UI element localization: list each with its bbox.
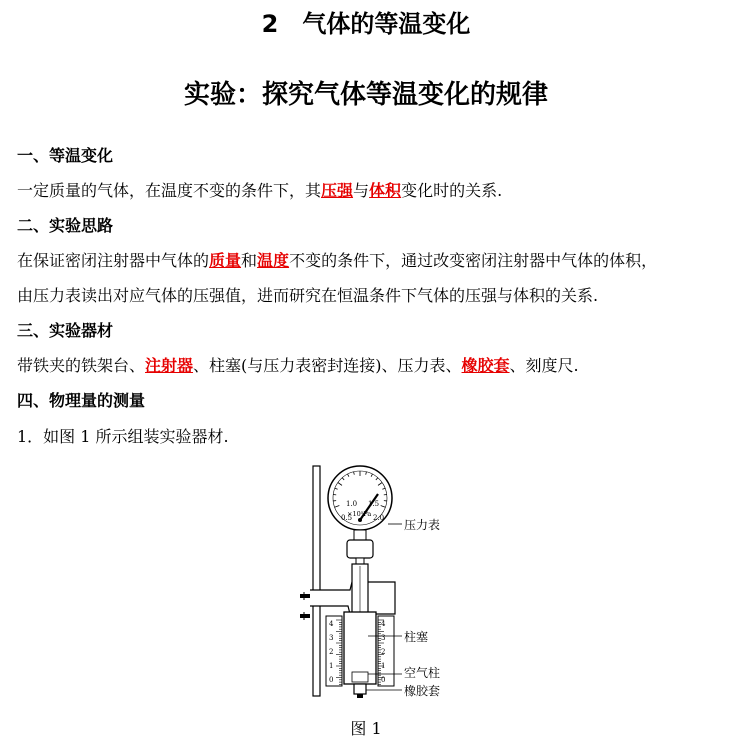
scale-tick-3-right: 3	[381, 634, 386, 642]
paragraph-isothermal-definition	[17, 178, 502, 201]
text-segment: 在保证密闭注射器中气体的	[17, 251, 210, 270]
gauge-mark-1.5: 1.5	[368, 500, 380, 508]
gauge-mark-0.5: 0.5	[341, 514, 353, 522]
text-segment: 不变的条件下，通过改变密闭注射器中气体的体积，	[289, 251, 658, 270]
text-segment: 、柱塞(与压力表密封连接)、压力表、	[193, 356, 462, 375]
keyword-volume: 体积	[369, 181, 402, 200]
scale-tick-3: 3	[329, 634, 334, 642]
clamp-screw-top	[300, 594, 310, 598]
heading-equipment: 三、实验器材	[17, 321, 114, 340]
paragraph-equipment	[17, 353, 579, 376]
clamp-screw-bottom	[300, 614, 310, 618]
scale-tick-0: 0	[329, 676, 334, 684]
apparatus-figure	[290, 462, 460, 712]
label-air-column: 空气柱	[404, 666, 441, 680]
text-segment: 带铁夹的铁架台、	[17, 356, 146, 375]
text-segment: 变化时的关系.	[401, 181, 503, 200]
heading-experiment-idea: 二、实验思路	[17, 216, 114, 235]
scale-tick-1: 1	[329, 662, 334, 670]
gauge-mark-2.0: 2.0	[373, 514, 385, 522]
experiment-title: 实验：探究气体等温变化的规律	[183, 80, 548, 110]
heading-measurement: 四、物理量的测量	[17, 391, 146, 410]
keyword-mass: 质量	[209, 251, 242, 270]
text-segment: 和	[241, 251, 258, 270]
keyword-syringe: 注射器	[145, 356, 194, 375]
list-item-step-1: 1．如图 1 所示组装实验器材.	[17, 427, 229, 446]
keyword-temperature: 温度	[257, 251, 290, 270]
scale-tick-4-right: 4	[381, 620, 386, 628]
paragraph-idea-line2: 由压力表读出对应气体的压强值，进而研究在恒温条件下气体的压强与体积的关系.	[17, 286, 599, 305]
scale-tick-2-right: 2	[381, 648, 386, 656]
label-pressure-gauge: 压力表	[404, 518, 441, 532]
label-rubber-cap: 橡胶套	[404, 684, 441, 698]
paragraph-idea-line1	[17, 248, 657, 271]
scale-tick-1-right: 1	[381, 662, 386, 670]
gauge-unit: ×10⁵Pa	[347, 510, 372, 518]
air-column	[352, 672, 368, 682]
text-segment: 一定质量的气体，在温度不变的条件下，其	[17, 181, 322, 200]
heading-isothermal-change: 一、等温变化	[17, 146, 114, 165]
keyword-rubber-cap: 橡胶套	[461, 356, 510, 375]
keyword-pressure: 压强	[321, 181, 354, 200]
section-title: 2 气体的等温变化	[261, 10, 471, 38]
connector-nut	[347, 540, 373, 558]
rubber-cap	[354, 684, 366, 694]
gauge-mark-1.0: 1.0	[346, 500, 358, 508]
scale-tick-2: 2	[329, 648, 334, 656]
scale-tick-0-right: 0	[381, 676, 386, 684]
scale-tick-4: 4	[329, 620, 334, 628]
stand-rod	[313, 466, 320, 696]
text-segment: 与	[353, 181, 370, 200]
text-segment: 、刻度尺.	[509, 356, 579, 375]
label-plunger: 柱塞	[404, 630, 429, 644]
figure-caption: 图 1	[350, 719, 382, 738]
